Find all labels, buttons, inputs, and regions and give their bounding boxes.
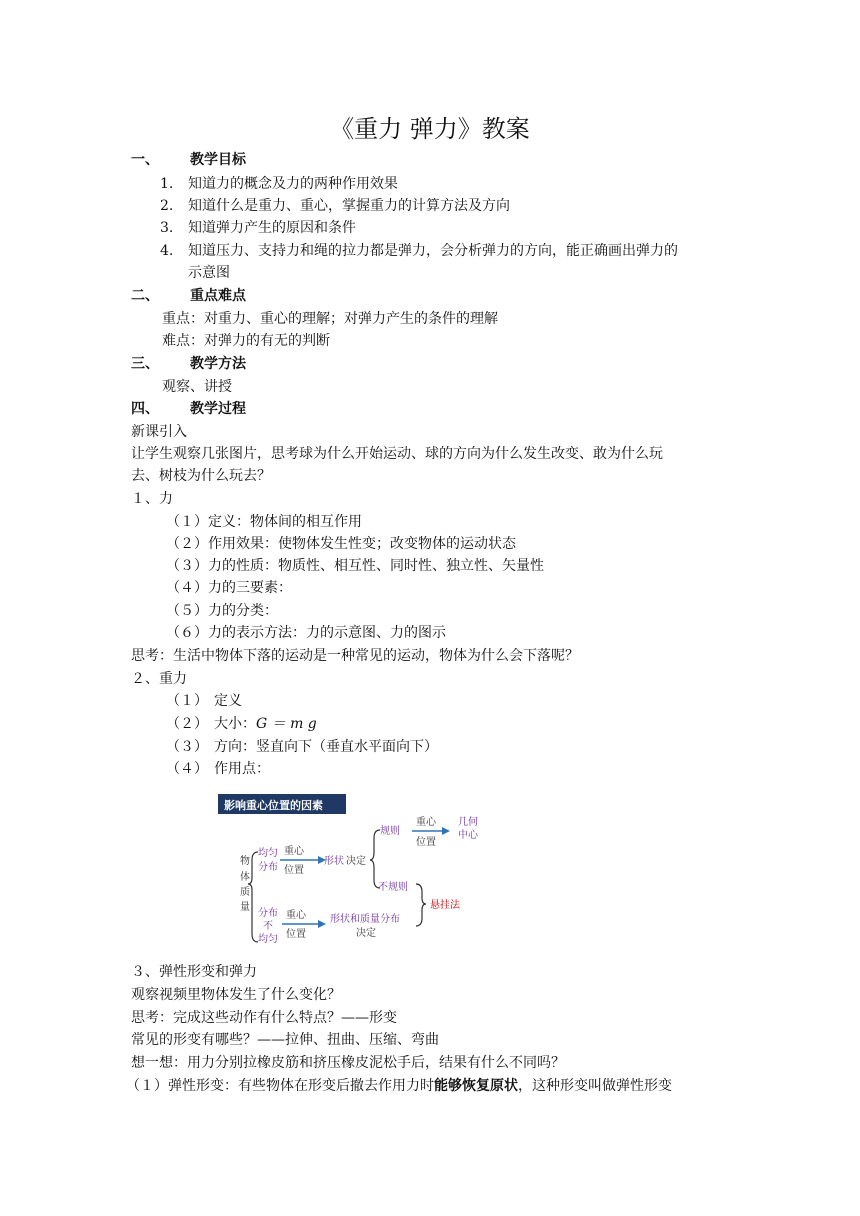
list-item-continuation: 示意图 [188, 265, 230, 281]
section-number: 四、 [131, 401, 159, 417]
gravity-formula: G ＝ m g [256, 716, 317, 732]
list-number: 3. [160, 220, 174, 236]
intro-title: 新课引入 [131, 424, 187, 440]
arrow-head [442, 827, 450, 835]
center-of-gravity-diagram [218, 794, 508, 950]
force-item: （６）力的表示方法：力的示意图、力的图示 [166, 625, 446, 641]
geometric-center-label: 几何 [458, 817, 478, 828]
gravity-item-number: （３） [166, 739, 208, 755]
gravity-item: 定义 [214, 693, 242, 709]
list-item: 知道弹力产生的原因和条件 [188, 220, 356, 236]
uniform-label: 分布 [258, 862, 278, 873]
irregular-label: 不规则 [378, 882, 408, 893]
section-title-key-points: 重点难点 [190, 288, 246, 304]
decides-label: 决定 [356, 928, 376, 939]
document-title: 《重力 弹力》教案 [330, 115, 530, 143]
elastic-definition [126, 1076, 672, 1096]
elastic-definition-post: ，这种形变叫做弹性形变 [518, 1078, 672, 1094]
diagram-header: 影响重心位置的因素 [224, 799, 323, 812]
section-number: 二、 [131, 288, 159, 304]
section-title-objectives: 教学目标 [190, 152, 246, 168]
gravity-item-number: （４） [166, 761, 208, 777]
gravity-item: 作用点： [214, 761, 270, 777]
intro-text: 让学生观察几张图片，思考球为什么开始运动、球的方向为什么发生改变、敢为什么玩 [131, 446, 663, 462]
geometric-center-label: 中心 [458, 830, 478, 841]
list-number: 1. [160, 176, 174, 192]
position-label: 位置 [284, 865, 304, 876]
center-label: 重心 [284, 846, 304, 857]
gravity-size-label: 大小： [214, 716, 256, 732]
elastic-line: 观察视频里物体发生了什么变化？ [131, 987, 341, 1003]
elastic-line: 常见的形变有哪些？——拉伸、扭曲、压缩、弯曲 [131, 1032, 439, 1048]
list-number: 2. [160, 198, 174, 214]
force-item: （５）力的分类： [166, 603, 278, 619]
gravity-item-number: （１） [166, 693, 208, 709]
nonuniform-label: 不 [263, 921, 273, 932]
gravity-item [214, 714, 317, 734]
suspension-method-label: 悬挂法 [430, 900, 460, 911]
elastic-heading: ３、弹性形变和弹力 [131, 964, 257, 980]
gravity-heading: ２、重力 [131, 671, 187, 687]
force-item: （３）力的性质：物质性、相互性、同时性、独立性、矢量性 [166, 558, 544, 574]
section-title-process: 教学过程 [190, 401, 246, 417]
gravity-item: 方向：竖直向下（垂直水平面向下） [214, 739, 438, 755]
nonuniform-label: 分布 [258, 908, 278, 919]
section-number: 三、 [131, 356, 159, 372]
arrow-head [318, 920, 326, 928]
key-point-text: 重点：对重力、重心的理解；对弹力产生的条件的理解 [162, 311, 498, 327]
middle-brace [370, 830, 380, 888]
difficult-point-text: 难点：对弹力的有无的判断 [162, 333, 330, 349]
list-item: 知道什么是重力、重心，掌握重力的计算方法及方向 [188, 198, 510, 214]
elastic-definition-pre: （１）弹性形变：有些物体在形变后撤去作用力时 [126, 1078, 434, 1094]
position-label: 位置 [416, 837, 436, 848]
right-brace [416, 884, 426, 926]
regular-label: 规则 [380, 826, 400, 837]
elastic-line: 思考：完成这些动作有什么特点？——形变 [131, 1010, 397, 1026]
position-label: 位置 [286, 929, 306, 940]
section-number: 一、 [131, 152, 159, 168]
force-item: （１）定义：物体间的相互作用 [166, 514, 362, 530]
elastic-line: 想一想：用力分别拉橡皮筋和挤压橡皮泥松手后，结果有什么不同吗？ [131, 1055, 565, 1071]
root-label-char: 量 [240, 902, 250, 913]
nonuniform-label: 均匀 [258, 934, 278, 945]
elastic-definition-emphasis: 能够恢复原状 [434, 1078, 518, 1094]
method-text: 观察、讲授 [162, 379, 232, 395]
force-item: （２）作用效果：使物体发生性变；改变物体的运动状态 [166, 536, 516, 552]
center-label: 重心 [416, 817, 436, 828]
think-question: 思考：生活中物体下落的运动是一种常见的运动，物体为什么会下落呢？ [131, 648, 579, 664]
root-label-char: 物 [240, 856, 250, 867]
root-label-char: 体 [240, 872, 250, 883]
force-item: （４）力的三要素： [166, 580, 292, 596]
decides-label: 决定 [346, 856, 366, 867]
gravity-item-number: （２） [166, 716, 208, 732]
force-heading: １、力 [131, 491, 173, 507]
center-label: 重心 [286, 910, 306, 921]
list-item: 知道压力、支持力和绳的拉力都是弹力，会分析弹力的方向，能正确画出弹力的 [188, 243, 678, 259]
shape-mass-label: 形状和质量分布 [330, 914, 400, 925]
root-label-char: 质 [240, 887, 250, 898]
shape-label: 形状 [324, 856, 344, 867]
intro-text: 去、树枝为什么玩去？ [131, 468, 271, 484]
list-item: 知道力的概念及力的两种作用效果 [188, 176, 398, 192]
section-title-method: 教学方法 [190, 356, 246, 372]
uniform-label: 均匀 [258, 848, 278, 859]
list-number: 4. [160, 243, 174, 259]
